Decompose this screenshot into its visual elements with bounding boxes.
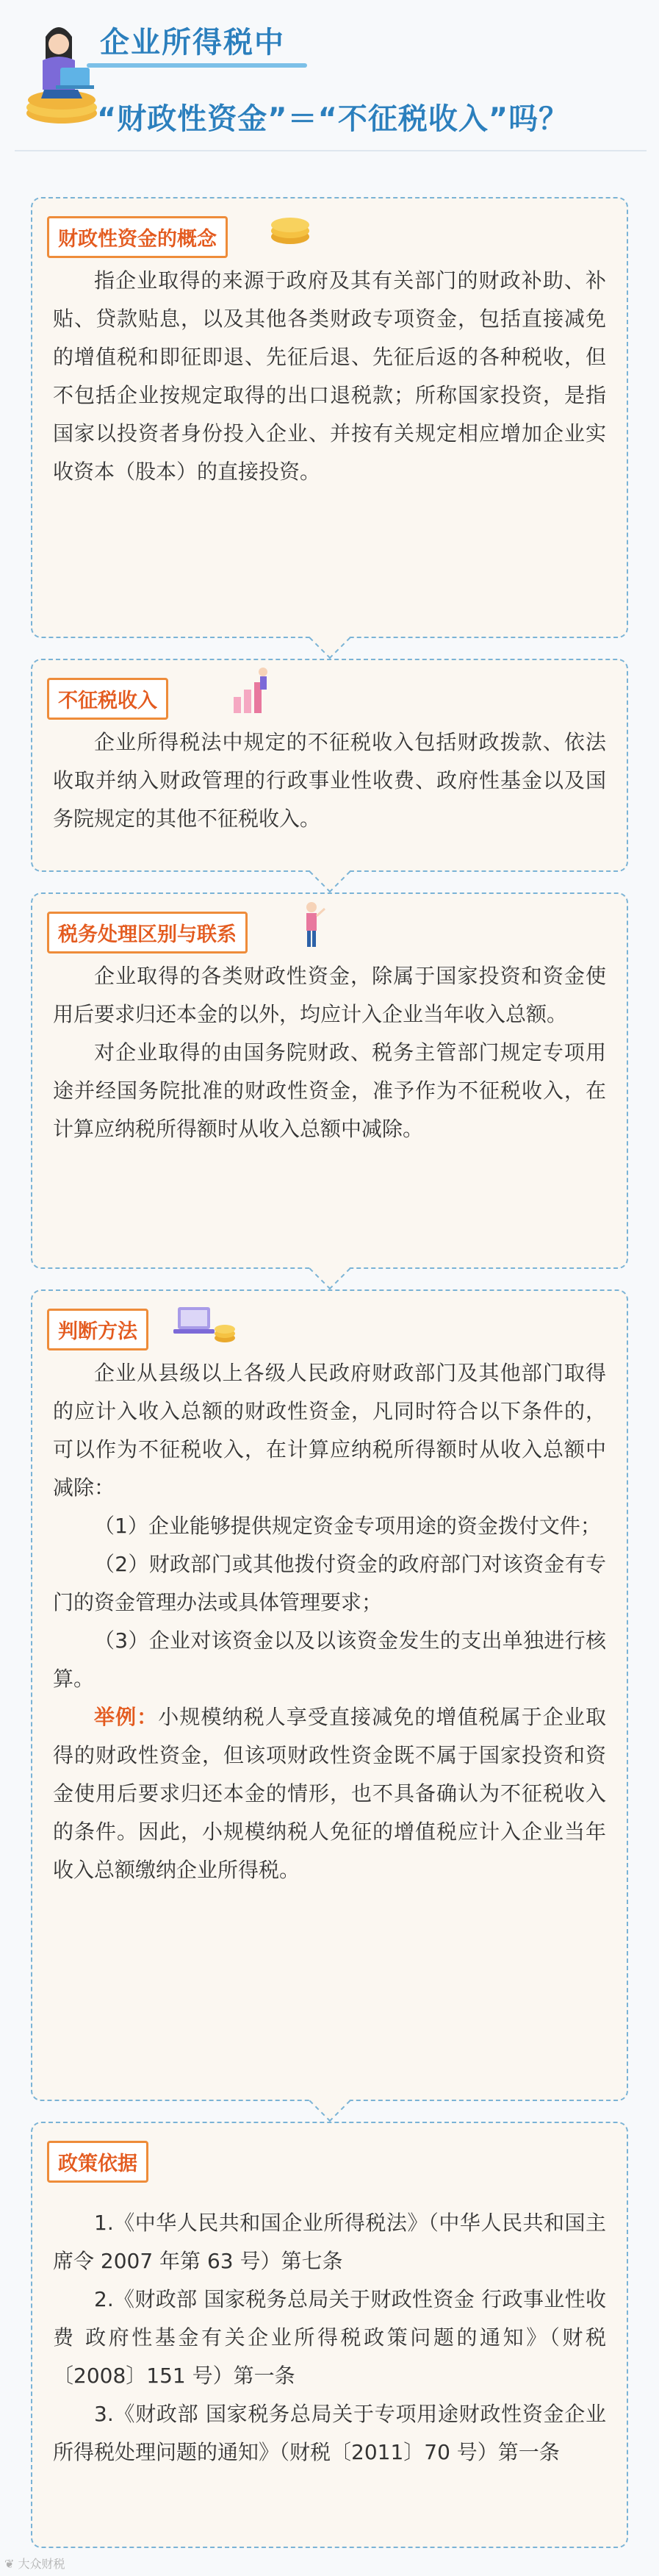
condition-item: （3）企业对该资金以及以该资金发生的支出单独进行核算。 <box>53 1628 606 1691</box>
example-label: 举例： <box>94 1705 159 1729</box>
presenter-person-icon <box>297 900 326 951</box>
title-underline <box>87 63 307 68</box>
page-header <box>0 0 659 176</box>
bar-chart-person-icon <box>231 665 275 716</box>
policy-item: 3.《财政部 国家税务总局关于专项用途财政性资金企业所得税处理问题的通知》（财税〔2011〕70 号）第一条 <box>53 2402 606 2464</box>
section-tag <box>47 892 248 954</box>
section-body <box>53 723 606 838</box>
down-arrow-icon <box>309 851 350 893</box>
section-tax-treatment-card <box>31 892 628 1269</box>
down-arrow-icon <box>309 618 350 659</box>
paragraph: 对企业取得的由国务院财政、税务主管部门规定专项用途并经国务院批准的财政性资金，准予作为不征税收入，在计算应纳税所得额时从收入总额中减除。 <box>53 1040 606 1141</box>
condition-item: （1）企业能够提供规定资金专项用途的资金拨付文件； <box>94 1514 601 1538</box>
section-tag-label: 税务处理区别与联系 <box>47 912 248 954</box>
section-tag <box>47 659 168 720</box>
page-title: 企业所得税中 <box>100 26 285 60</box>
example-text: 小规模纳税人享受直接减免的增值税属于企业取得的财政性资金，但该项财政性资金既不属于国家投资和资金使用后要求归还本金的情形，也不具备确认为不征税收入的条件。因此，小规模纳税人免征的增值税应计入企业当年收入总额缴纳企业所得税。 <box>53 1705 606 1882</box>
example-paragraph <box>53 1698 606 1889</box>
paragraph: 企业从县级以上各级人民政府财政部门及其他部门取得的应计入收入总额的财政性资金，凡同时符合以下条件的，可以作为不征税收入，在计算应纳税所得额时从收入总额中减除： <box>53 1361 606 1500</box>
paragraph: 企业所得税法中规定的不征税收入包括财政拨款、依法收取并纳入财政管理的行政事业性收费、政府性基金以及国务院规定的其他不征税收入。 <box>53 730 606 831</box>
policy-item: 2.《财政部 国家税务总局关于财政性资金 行政事业性收费 政府性基金有关企业所得税政策问题的通知》（财税〔2008〕151 号）第一条 <box>53 2287 606 2388</box>
section-tag-label: 政策依据 <box>47 2141 148 2183</box>
section-nontaxable-card <box>31 659 628 872</box>
section-tag-label: 判断方法 <box>47 1309 148 1350</box>
down-arrow-icon <box>309 2081 350 2122</box>
down-arrow-icon <box>309 1248 350 1290</box>
section-body <box>53 1354 606 1889</box>
section-method-card <box>31 1289 628 2101</box>
policy-item: 1.《中华人民共和国企业所得税法》（中华人民共和国主席令 2007 年第 63 号）第七条 <box>53 2211 606 2273</box>
paragraph: 指企业取得的来源于政府及其有关部门的财政补助、补贴、贷款贴息，以及其他各类财政专项资金，包括直接减免的增值税和即征即退、先征后退、先征后返的各种税收，但不包括企业按规定取得的出口退税款；所称国家投资，是指国家以投资者身份投入企业、并按有关规定相应增加企业实收资本（股本）的直接投资。 <box>53 268 606 484</box>
section-tag <box>47 197 228 258</box>
section-body <box>53 262 606 491</box>
section-body <box>53 2204 606 2472</box>
paragraph: 企业取得的各类财政性资金，除属于国家投资和资金使用后要求归还本金的以外，均应计入企业当年收入总额。 <box>53 964 606 1026</box>
condition-item: （2）财政部门或其他拨付资金的政府部门对该资金有专门的资金管理办法或具体管理要求； <box>53 1552 606 1614</box>
section-tag <box>47 1289 148 1350</box>
section-tag-label: 财政性资金的概念 <box>47 216 228 258</box>
section-policy-basis-card <box>31 2122 628 2548</box>
watermark: ❦ 大众财税 <box>4 2557 65 2571</box>
coins-icon <box>267 212 313 247</box>
section-body <box>53 957 606 1148</box>
laptop-coins-icon <box>172 1303 238 1347</box>
page-subtitle: “财政性资金”＝“不征税收入”吗？ <box>97 102 569 136</box>
girl-with-laptop-icon <box>16 12 101 129</box>
section-concept-card <box>31 197 628 638</box>
section-tag-label: 不征税收入 <box>47 678 168 720</box>
header-divider <box>15 150 647 151</box>
section-tag <box>47 2122 148 2183</box>
